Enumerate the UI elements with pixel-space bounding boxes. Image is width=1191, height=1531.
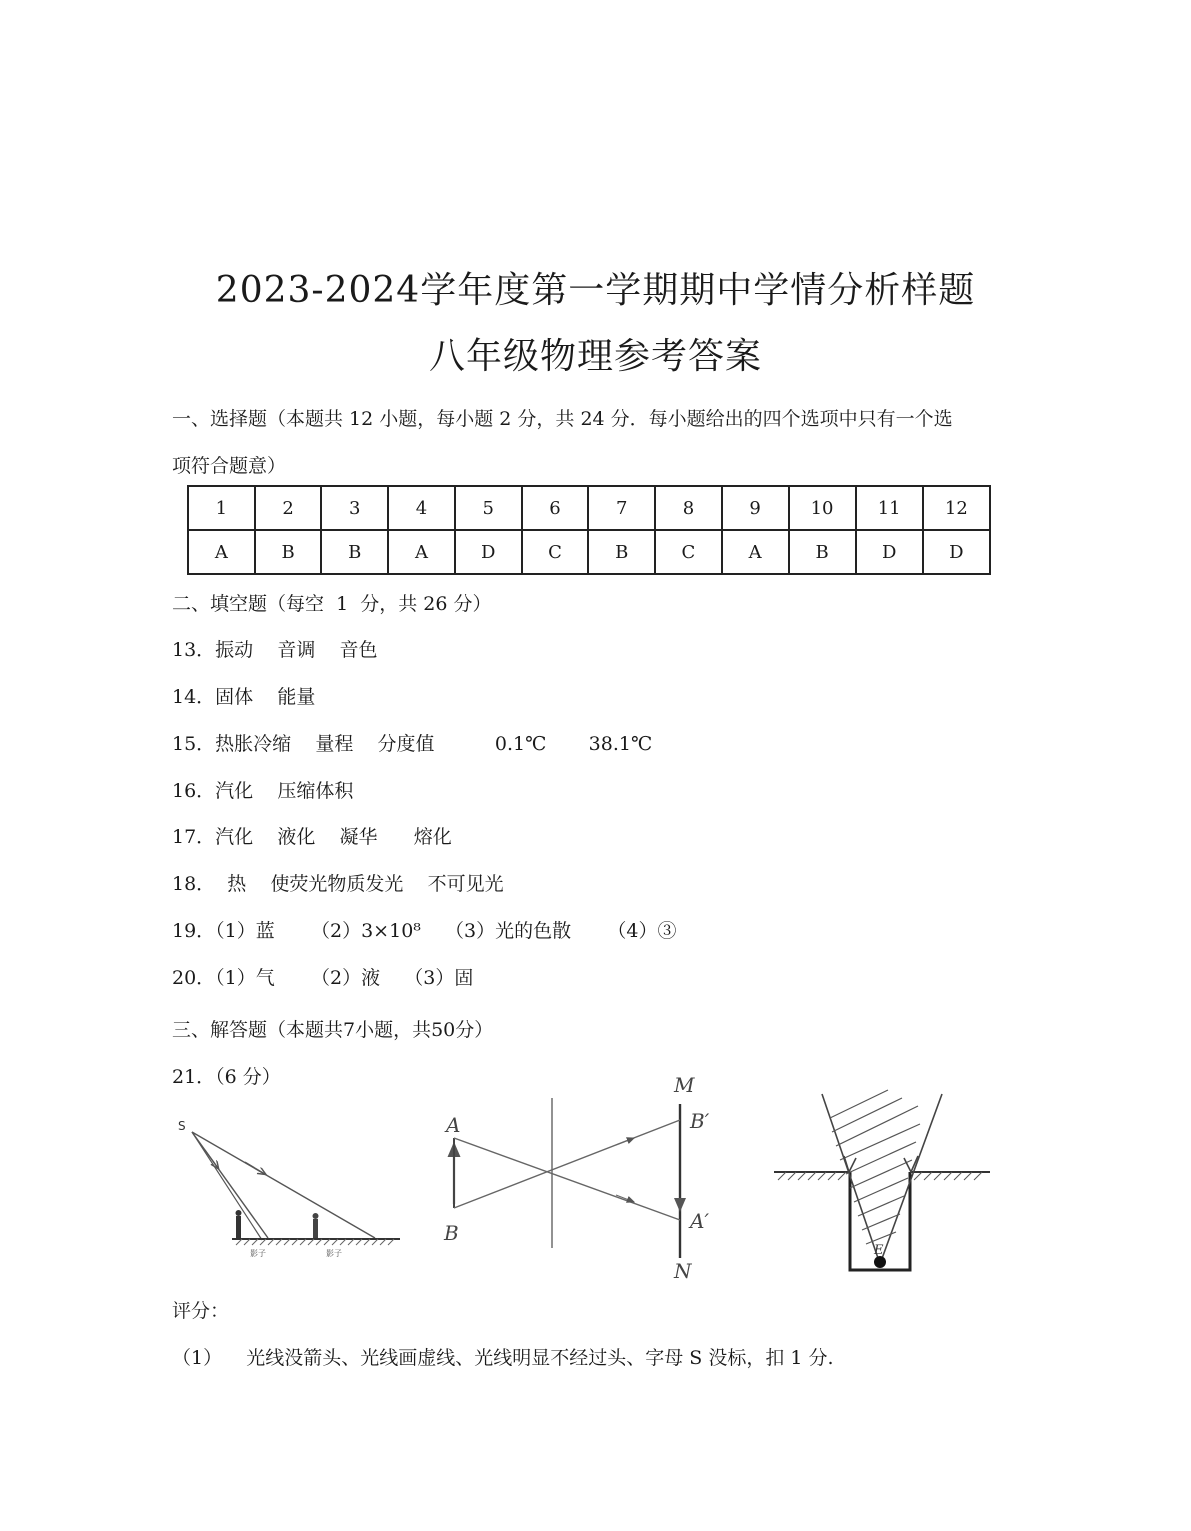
page-title: 2023-2024学年度第一学期期中学情分析样题 [215, 270, 976, 311]
answer-cell: C [522, 530, 589, 574]
question-number: 8 [655, 486, 722, 530]
question-number: 12 [923, 486, 990, 530]
person-figure [236, 1210, 242, 1238]
light-ray-extend [192, 1132, 262, 1240]
answer-14: 14．固体 能量 [172, 686, 316, 708]
light-ray [192, 1132, 268, 1238]
arrow [245, 1162, 265, 1174]
answer-cell: B [789, 530, 856, 574]
label-b: B [444, 1221, 459, 1245]
answer-13: 13．振动 音调 音色 [172, 639, 378, 661]
answer-19: 19．（1）蓝 （2）3×10⁸ （3）光的色散 （4）③ [172, 920, 677, 942]
answer-cell: D [455, 530, 522, 574]
answer-cell: B [588, 530, 655, 574]
answer-cell: C [655, 530, 722, 574]
label-s: S [178, 1119, 186, 1133]
label-b-prime: B′ [690, 1109, 710, 1133]
page-subtitle: 八年级物理参考答案 [428, 336, 762, 377]
ground-hatch [778, 1172, 982, 1180]
section1-heading-cont: 项符合题意） [172, 455, 287, 477]
label-m: M [674, 1073, 695, 1097]
well-diagram [770, 1088, 1000, 1278]
question-number: 3 [321, 486, 388, 530]
question-21: 21．（6 分） [172, 1066, 281, 1088]
answer-18: 18． 热 使荧光物质发光 不可见光 [172, 873, 504, 895]
label-n: N [674, 1259, 692, 1283]
label-shadow: 影子 [326, 1249, 342, 1258]
answer-cell: A [722, 530, 789, 574]
answer-20: 20．（1）气 （2）液 （3）固 [172, 967, 474, 989]
answer-16: 16．汽化 压缩体积 [172, 780, 354, 802]
section3-heading: 三、解答题（本题共7小题，共50分） [172, 1019, 494, 1041]
light-ray [192, 1132, 375, 1238]
answer-17: 17．汽化 液化 凝华 熔化 [172, 826, 452, 848]
answer-cell: A [388, 530, 455, 574]
answer-cell: D [856, 530, 923, 574]
question-number: 4 [388, 486, 455, 530]
question-number: 1 [188, 486, 255, 530]
label-a: A [446, 1113, 461, 1137]
light-ray [454, 1138, 680, 1220]
label-a-prime: A′ [690, 1209, 709, 1233]
question-number: 9 [722, 486, 789, 530]
section2-heading: 二、填空题（每空 1 分，共 26 分） [172, 593, 492, 615]
question-number: 6 [522, 486, 589, 530]
ray-arrow [616, 1138, 634, 1145]
scoring-item-1: （1） 光线没箭头、光线画虚线、光线明显不经过头、字母 S 没标，扣 1 分. [172, 1347, 834, 1369]
section1-heading: 一、选择题（本题共 12 小题，每小题 2 分，共 24 分．每小题给出的四个选项中只有一个选 [172, 408, 953, 430]
question-number: 2 [255, 486, 322, 530]
question-number: 5 [455, 486, 522, 530]
question-number: 10 [789, 486, 856, 530]
arrow [205, 1150, 218, 1168]
shadow-diagram [170, 1110, 410, 1275]
label-e: E [874, 1243, 884, 1258]
answer-table-number-row [188, 486, 990, 530]
answer-cell: A [188, 530, 255, 574]
label-shadow: 影子 [250, 1249, 266, 1258]
answer-cell: D [923, 530, 990, 574]
question-number: 11 [856, 486, 923, 530]
light-ray [454, 1120, 680, 1208]
question-number: 7 [588, 486, 655, 530]
scoring-heading: 评分： [172, 1300, 230, 1322]
answer-cell: B [321, 530, 388, 574]
answer-table [187, 485, 991, 575]
answer-cell: B [255, 530, 322, 574]
answer-table-answer-row [188, 530, 990, 574]
person-figure [313, 1213, 319, 1238]
pinhole-diagram [438, 1068, 728, 1283]
view-hatch [830, 1090, 920, 1244]
answer-15: 15．热胀冷缩 量程 分度值 0.1℃ 38.1℃ [172, 733, 653, 755]
